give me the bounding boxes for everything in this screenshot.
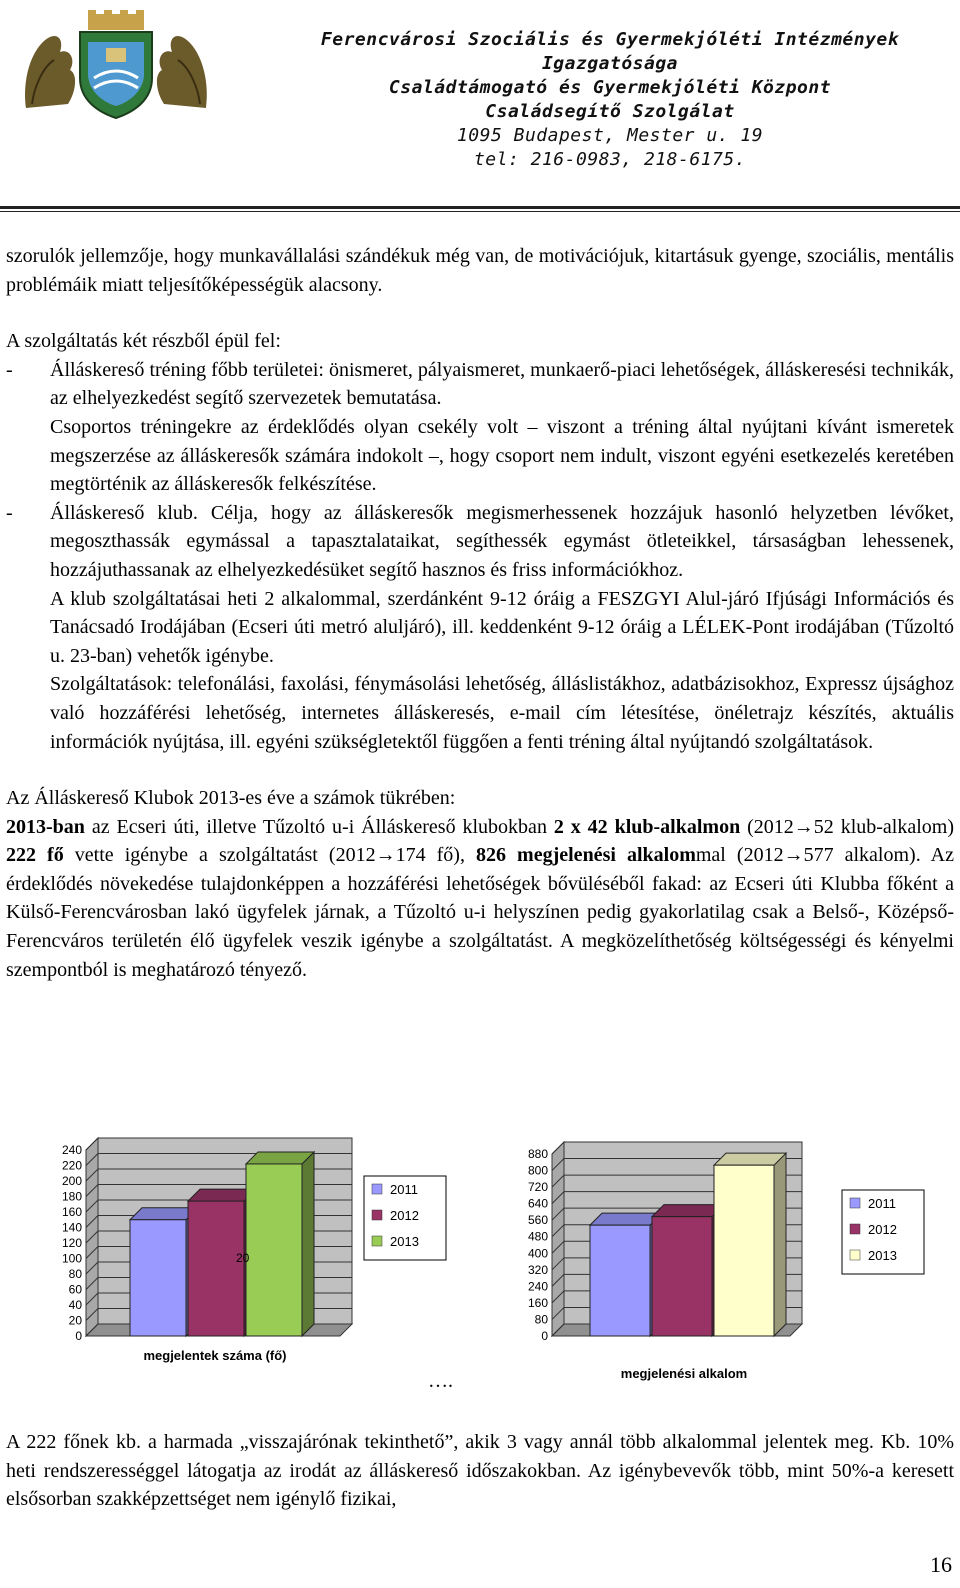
- list-item-training-cont: Csoportos tréningekre az érdeklődés olyan csekély volt – viszont a tréning által nyújtani kívánt ismeretek megszerzése az álláskeresők számára indokolt –, hogy csoport nem indult, viszont egyéni esetkezelés keretében megtörténik az álláskeresők felkészítése.: [50, 415, 954, 496]
- y-tick-label: 200: [61, 1174, 82, 1188]
- bar-top-2012: [652, 1205, 724, 1217]
- legend-label: 2011: [868, 1196, 896, 1211]
- chart-occasions: [490, 1130, 930, 1390]
- y-tick-label: 80: [68, 1267, 82, 1281]
- bold-sessions: 2 x 42 klub-alkalmon: [553, 815, 741, 838]
- y-tick-label: 160: [61, 1205, 82, 1219]
- document-body: [6, 242, 954, 984]
- bar-2012: [652, 1217, 712, 1336]
- chart-annotation: 20: [236, 1251, 250, 1265]
- bar-2013: [246, 1164, 302, 1336]
- bold-persons: 222 fő: [6, 844, 64, 867]
- plot-side-wall: [552, 1142, 564, 1336]
- legend-swatch-2012: [850, 1224, 860, 1234]
- bar-top-2011: [590, 1213, 662, 1225]
- org-line-1: Ferencvárosi Szociális és Gyermekjóléti Intézmények: [320, 29, 900, 50]
- list-dash: -: [6, 358, 13, 381]
- legend-swatch-2012: [372, 1210, 382, 1220]
- bar-side-2013: [302, 1152, 314, 1336]
- legend: [842, 1190, 924, 1274]
- header-rule-thick: [0, 206, 960, 209]
- p4-text-3: vette igénybe a szolgáltatást (2012→174 fő),: [63, 844, 476, 867]
- y-tick-label: 240: [527, 1279, 548, 1294]
- list-item-club-text: Álláskereső klub. Célja, hogy az álláskeresők megismerhessenek hozzájuk hasonló helyzetben lévőket, megoszthassák egymással a tapasztalataikat, segíthessék egymást ötleteikkel, társaságban lehessenek, hozzájuthassanak az elhelyezkedésüket segítő hasznos és friss információkhoz.: [50, 501, 954, 581]
- legend: [364, 1176, 446, 1260]
- bold-year: 2013-ban: [6, 815, 85, 838]
- legend-label: 2012: [390, 1208, 419, 1223]
- y-tick-label: 60: [68, 1282, 82, 1297]
- y-tick-label: 40: [68, 1298, 82, 1312]
- bar-side-2013: [774, 1153, 786, 1336]
- x-axis-label: megjelentek száma (fő): [143, 1348, 287, 1363]
- bar-2013: [714, 1165, 774, 1336]
- header-rule-thin: [0, 211, 960, 212]
- y-tick-label: 240: [61, 1143, 82, 1157]
- bar-2012: [188, 1201, 244, 1336]
- closing-paragraph: [6, 1428, 954, 1514]
- bar-2011: [590, 1225, 650, 1336]
- list-item-club-cont-1: A klub szolgáltatásai heti 2 alkalommal, szerdánként 9-12 óráig a FESZGYI Alul-járó Ifjúsági Információs és Tanácsadó Irodájában (Ecseri úti metró aluljáró), ill. keddenként 9-12 óráig a LÉLEK-Pont irodájában (Tűzoltó u. 23-ban) vehetők igénybe.: [50, 587, 954, 667]
- list-item-club: [6, 499, 954, 756]
- bar-top-2013: [246, 1152, 314, 1164]
- bar-2011: [130, 1220, 186, 1336]
- org-phone: tel: 216-0983, 218-6175.: [473, 149, 747, 170]
- list-item-club-cont-2: Szolgáltatások: telefonálási, faxolási, fénymásolási lehetőség, álláslistákhoz, adatbázisokhoz, Expressz újsághoz való hozzáférési lehetőség, internetes álláskeresés, e-mail cím létesítése, önéletrajz készítés, aktuális információk nyújtása, ill. egyéni szükségletektől függően a fenti tréning által nyújtandó szolgáltatások.: [50, 673, 954, 753]
- y-tick-label: 320: [527, 1262, 548, 1277]
- y-tick-label: 480: [527, 1229, 548, 1244]
- y-tick-label: 20: [68, 1313, 82, 1328]
- legend-label: 2013: [390, 1234, 419, 1249]
- page-number: 16: [930, 1552, 952, 1577]
- letterhead: [0, 0, 960, 214]
- legend-label: 2011: [390, 1182, 418, 1197]
- y-tick-label: 880: [527, 1147, 548, 1161]
- paragraph-3: Az Álláskereső Klubok 2013-es éve a számok tükrében:: [6, 787, 456, 810]
- organization-block: [290, 28, 930, 172]
- org-line-3: Családtámogató és Gyermekjóléti Központ: [388, 77, 832, 98]
- y-tick-label: 100: [61, 1251, 82, 1266]
- legend-swatch-2013: [850, 1250, 860, 1260]
- p4-text-4: mal (2012→577 alkalom). Az érdeklődés növekedése tulajdonképpen a hozzáférési lehetőségek bővüléséből fakad: az Ecseri úti Klubba főként a Külső-Ferencvárosban lakó ügyfelek járnak, a Tűzoltó u-i helyszínen pedig gyakorlatilag csak a Belső-, Középső-Ferencváros területén élő ügyfelek veszik igénybe a szolgáltatást. A megközelíthetőség költségességi és kényelmi szempontból is meghatározó tényező.: [6, 844, 954, 981]
- list-dash: -: [6, 501, 13, 524]
- bold-occasions: 826 megjelenési alkalom: [476, 844, 696, 867]
- legend-swatch-2011: [850, 1198, 860, 1208]
- ellipsis-dots: ….: [428, 1370, 453, 1392]
- org-address: 1095 Budapest, Mester u. 19: [456, 125, 764, 146]
- p4-text-1: az Ecseri úti, illetve Tűzoltó u-i Álláskereső klubokban: [84, 815, 554, 838]
- paragraph-1: szorulók jellemzője, hogy munkavállalási szándékuk még van, de motivációjuk, kitartásuk gyenge, szociális, mentális problémáik miatt teljesítőképességük alacsony.: [6, 245, 954, 296]
- list-item-training: [6, 356, 954, 499]
- list-item-training-text: Álláskereső tréning főbb területei: önismeret, pályaismeret, munkaerő-piaci lehetőségek, álláskeresési technikák, az elhelyezkedést segítő szervezetek bemutatása.: [50, 358, 954, 410]
- legend-label: 2012: [868, 1222, 897, 1237]
- y-tick-label: 180: [61, 1189, 82, 1204]
- y-tick-label: 560: [527, 1213, 548, 1228]
- y-tick-label: 800: [527, 1163, 548, 1178]
- p4-text-2: (2012→52 klub-alkalom): [740, 815, 955, 838]
- y-tick-label: 220: [61, 1158, 82, 1173]
- y-tick-label: 0: [75, 1329, 82, 1343]
- legend-swatch-2011: [372, 1184, 382, 1194]
- coat-of-arms-logo: [18, 8, 214, 120]
- chart-persons: [30, 1130, 450, 1380]
- y-tick-label: 720: [527, 1180, 548, 1195]
- bar-top-2013: [714, 1153, 786, 1165]
- y-tick-label: 120: [61, 1236, 82, 1250]
- paragraph-2: A szolgáltatás két részből épül fel:: [6, 330, 281, 353]
- y-tick-label: 0: [541, 1329, 548, 1343]
- y-tick-label: 140: [61, 1220, 82, 1235]
- org-line-2: Igazgatósága: [541, 53, 679, 74]
- x-axis-label: megjelenési alkalom: [620, 1366, 748, 1381]
- paragraph-5: A 222 főnek kb. a harmada „visszajárónak tekinthető”, akik 3 vagy annál több alkalommal jelentek meg. Kb. 10% heti rendszerességgel látogatja az irodát az álláskereső időszakokban. Az igénybevevők több, mint 50%-a keresett elsősorban szakképzettséget nem igénylő fizikai,: [6, 1431, 954, 1511]
- y-tick-label: 160: [527, 1295, 548, 1310]
- y-tick-label: 400: [527, 1246, 548, 1261]
- org-line-4: Családsegítő Szolgálat: [485, 101, 735, 122]
- paragraph-4: [6, 813, 954, 985]
- legend-label: 2013: [868, 1248, 897, 1263]
- y-tick-label: 640: [527, 1196, 548, 1211]
- legend-swatch-2013: [372, 1236, 382, 1246]
- y-tick-label: 80: [534, 1312, 548, 1327]
